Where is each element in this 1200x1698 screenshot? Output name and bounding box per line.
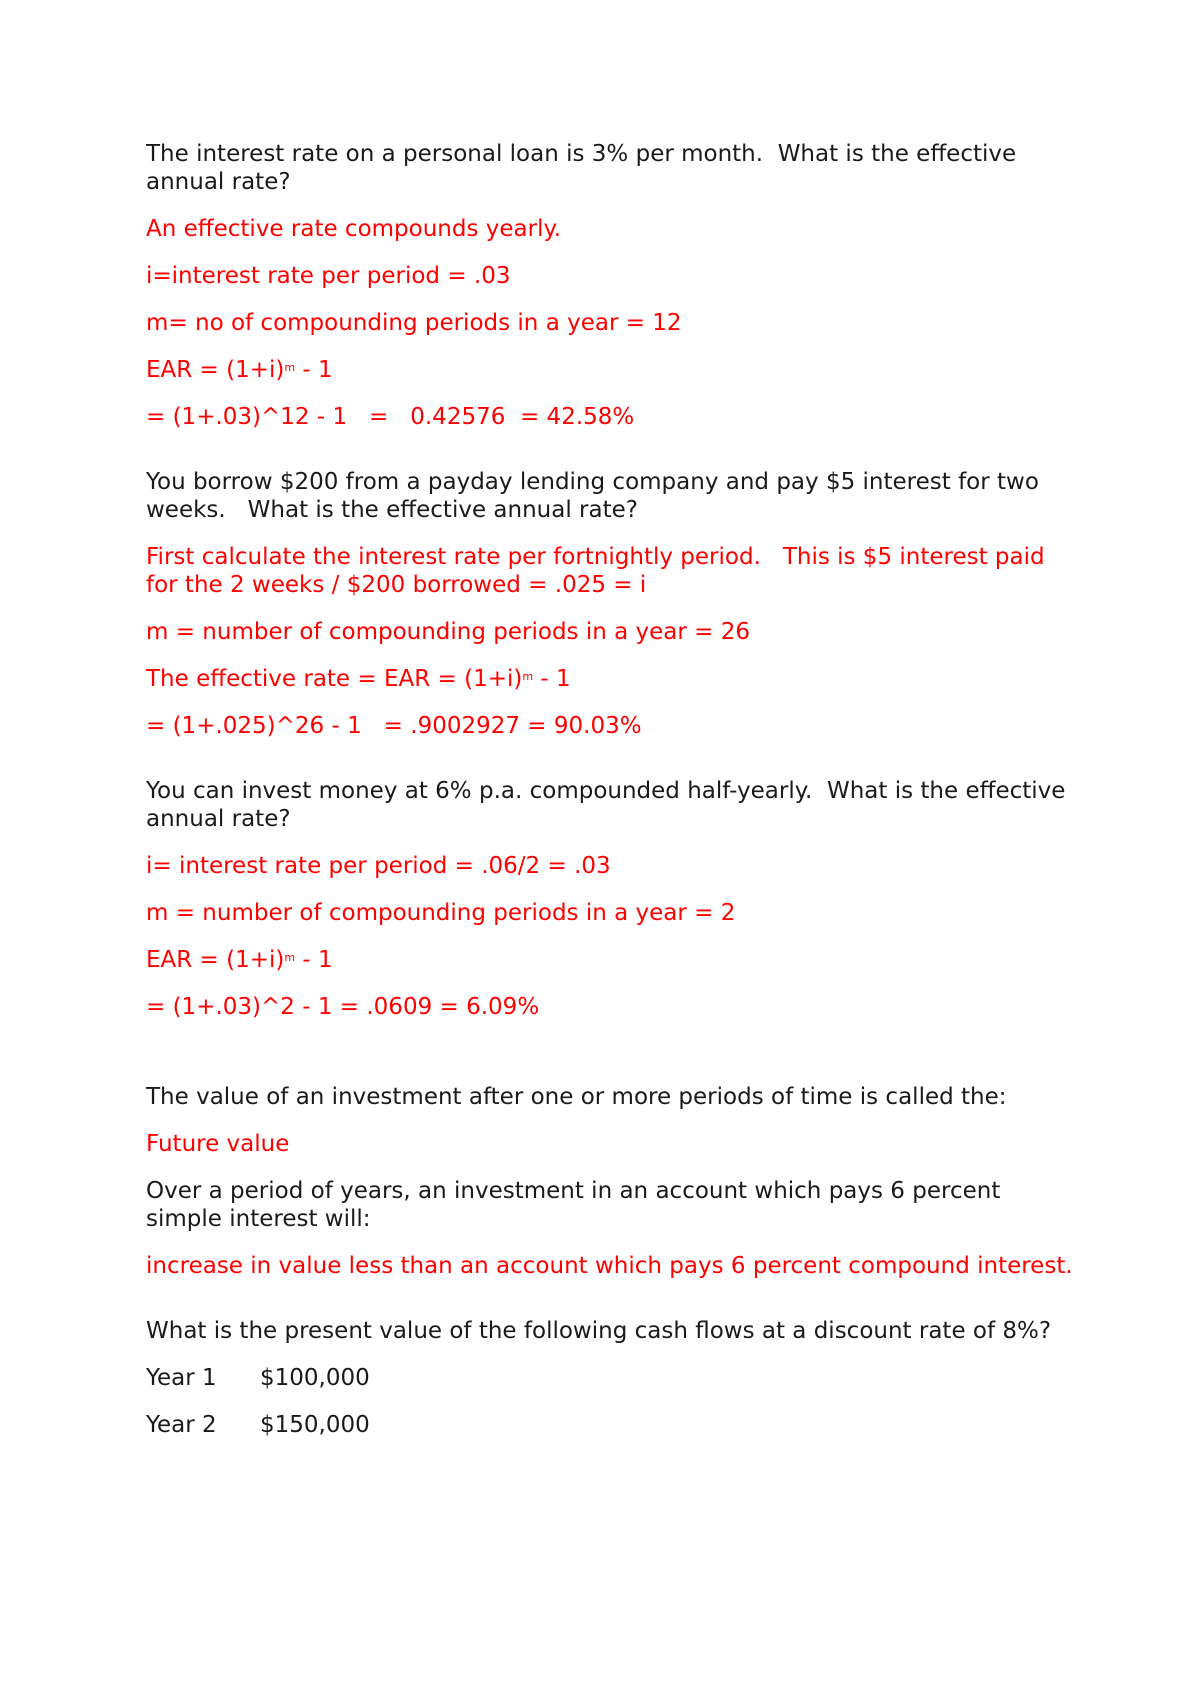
cash-flow-row	[146, 1364, 1076, 1392]
question-2-text: You borrow $200 from a payday lending company and pay $5 interest for two weeks. What is the effective annual rate?	[146, 469, 1047, 523]
answer-1-line-1: An effective rate compounds yearly.	[146, 216, 562, 242]
ear-formula-suffix: - 1	[533, 666, 571, 692]
ear-formula-prefix: EAR = (1+i)	[146, 357, 285, 383]
question-3-text: You can invest money at 6% p.a. compounded half-yearly. What is the effective annual rate?	[146, 778, 1073, 832]
ear-formula-prefix: The effective rate = EAR = (1+i)	[146, 666, 523, 692]
ear-formula-exponent: m	[284, 361, 296, 374]
ear-formula-suffix: - 1	[295, 947, 333, 973]
ear-formula-exponent: m	[522, 670, 534, 683]
answer-2-result: = (1+.025)^26 - 1 = .9002927 = 90.03%	[146, 713, 642, 739]
answer-5-text: increase in value less than an account which pays 6 percent compound interest.	[146, 1253, 1073, 1279]
ear-formula-exponent: m	[284, 951, 296, 964]
answer-3-result: = (1+.03)^2 - 1 = .0609 = 6.09%	[146, 994, 540, 1020]
answer-2-line-2: m = number of compounding periods in a year = 26	[146, 619, 750, 645]
answer-3-line-1: i= interest rate per period = .06/2 = .03	[146, 853, 611, 879]
cash-flow-year: Year 1	[146, 1365, 217, 1391]
answer-4-text: Future value	[146, 1131, 290, 1157]
answer-3-ear-formula	[146, 946, 1076, 974]
answer-2-ear-formula	[146, 665, 1076, 693]
cash-flow-amount: $100,000	[260, 1365, 370, 1391]
ear-formula-prefix: EAR = (1+i)	[146, 947, 285, 973]
answer-3-line-2: m = number of compounding periods in a year = 2	[146, 900, 736, 926]
answer-2-line-1: First calculate the interest rate per fortnightly period. This is $5 interest paid for the 2 weeks / $200 borrowed = .025 = i	[146, 544, 1052, 598]
document-body	[146, 140, 1076, 1458]
answer-1-line-2: i=interest rate per period = .03	[146, 263, 511, 289]
cash-flow-amount: $150,000	[260, 1412, 370, 1438]
cash-flow-year: Year 2	[146, 1412, 217, 1438]
answer-1-ear-formula	[146, 356, 1076, 384]
ear-formula-suffix: - 1	[295, 357, 333, 383]
answer-1-line-3: m= no of compounding periods in a year = 12	[146, 310, 682, 336]
question-1-text: The interest rate on a personal loan is 3% per month. What is the effective annual rate?	[146, 141, 1024, 195]
answer-1-result: = (1+.03)^12 - 1 = 0.42576 = 42.58%	[146, 404, 635, 430]
cash-flow-row	[146, 1411, 1076, 1439]
question-5-text: Over a period of years, an investment in an account which pays 6 percent simple interest will:	[146, 1178, 1008, 1232]
question-6-text: What is the present value of the following cash flows at a discount rate of 8%?	[146, 1318, 1052, 1344]
question-4-text: The value of an investment after one or more periods of time is called the:	[146, 1084, 1007, 1110]
